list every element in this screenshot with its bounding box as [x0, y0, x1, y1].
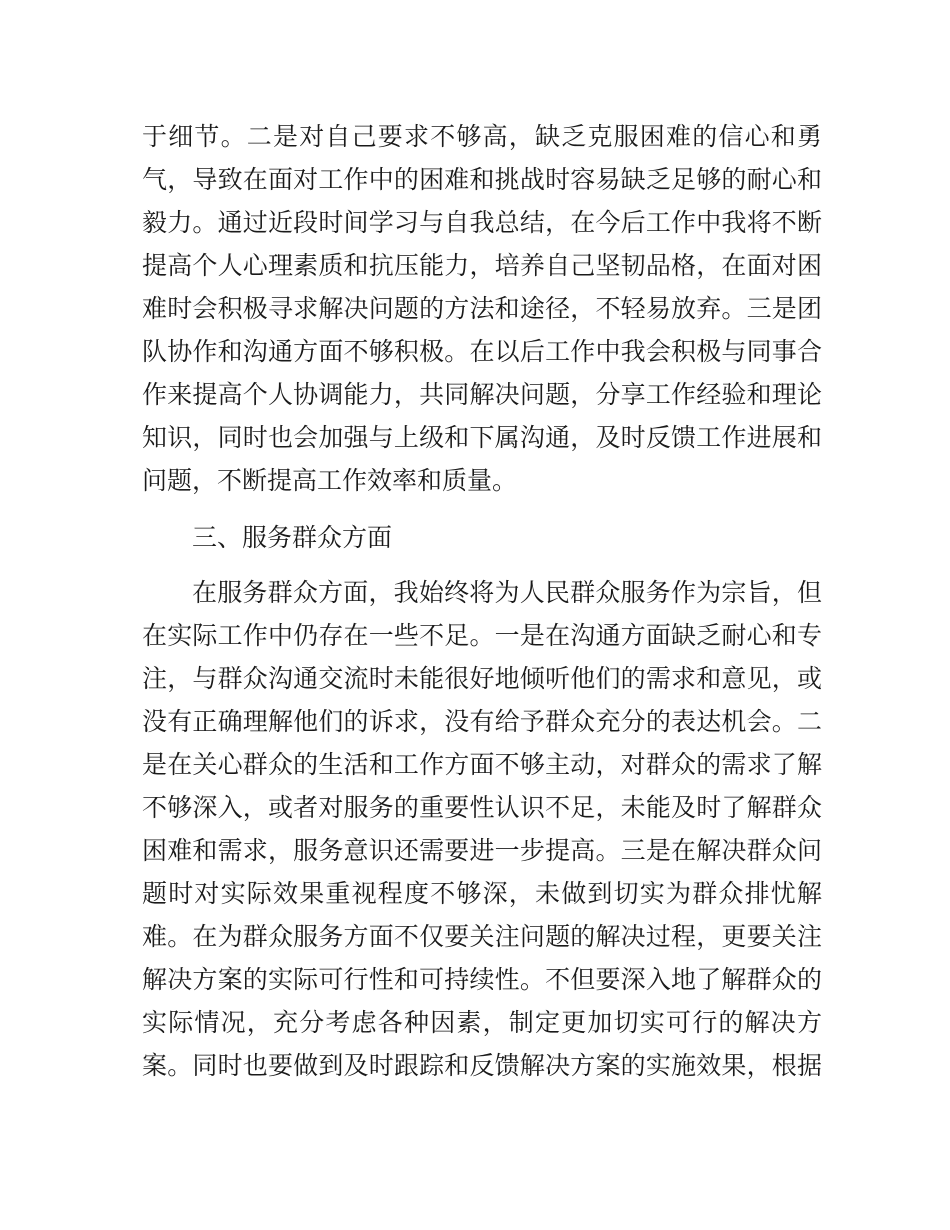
paragraph-line: 气，导致在面对工作中的困难和挑战时容易缺乏足够的耐心和 [142, 165, 822, 194]
paragraph-line: 在服务群众方面，我始终将为人民群众服务作为宗旨，但 [192, 578, 822, 607]
paragraph-line: 难。在为群众服务方面不仅要关注问题的解决过程，更要关注 [142, 922, 822, 951]
paragraph-line: 在实际工作中仍存在一些不足。一是在沟通方面缺乏耐心和专 [142, 621, 822, 650]
paragraph-line: 于细节。二是对自己要求不够高，缺乏克服困难的信心和勇 [142, 122, 822, 151]
paragraph-line: 是在关心群众的生活和工作方面不够主动，对群众的需求了解 [142, 750, 822, 779]
paragraph-line: 没有正确理解他们的诉求，没有给予群众充分的表达机会。二 [142, 707, 822, 736]
paragraph-line: 解决方案的实际可行性和可持续性。不但要深入地了解群众的 [142, 965, 822, 994]
paragraph-line: 问题，不断提高工作效率和质量。 [142, 466, 518, 495]
paragraph-line: 知识，同时也会加强与上级和下属沟通，及时反馈工作进展和 [142, 423, 822, 452]
paragraph-line: 实际情况，充分考虑各种因素，制定更加切实可行的解决方 [142, 1008, 822, 1037]
paragraph-line: 案。同时也要做到及时跟踪和反馈解决方案的实施效果，根据 [142, 1051, 822, 1080]
paragraph-line: 难时会积极寻求解决问题的方法和途径，不轻易放弃。三是团 [142, 294, 822, 323]
paragraph-line: 注，与群众沟通交流时未能很好地倾听他们的需求和意见，或 [142, 664, 822, 693]
paragraph-line: 困难和需求，服务意识还需要进一步提高。三是在解决群众问 [142, 836, 822, 865]
paragraph-line: 队协作和沟通方面不够积极。在以后工作中我会积极与同事合 [142, 337, 822, 366]
paragraph-line: 题时对实际效果重视程度不够深，未做到切实为群众排忧解 [142, 879, 822, 908]
paragraph-line: 不够深入，或者对服务的重要性认识不足，未能及时了解群众 [142, 793, 822, 822]
paragraph-line: 作来提高个人协调能力，共同解决问题，分享工作经验和理论 [142, 380, 822, 409]
paragraph-line: 毅力。通过近段时间学习与自我总结，在今后工作中我将不断 [142, 208, 822, 237]
section-heading: 三、服务群众方面 [192, 523, 393, 552]
paragraph-line: 提高个人心理素质和抗压能力，培养自己坚韧品格，在面对困 [142, 251, 822, 280]
